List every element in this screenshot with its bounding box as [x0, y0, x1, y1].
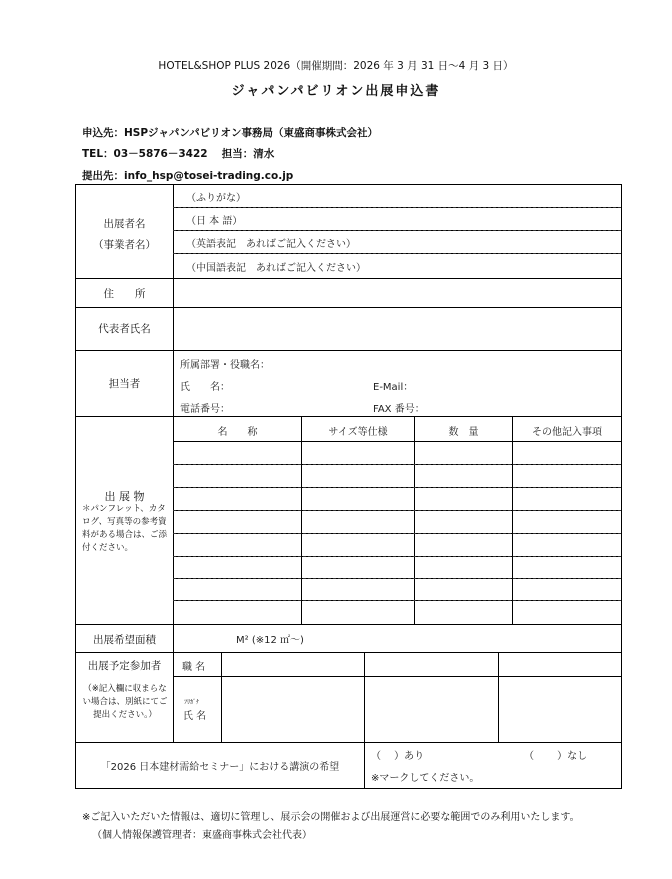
chinese-name-field[interactable]: （中国語表記 あればご記入ください） [186, 263, 366, 274]
department-field[interactable]: 所属部署・役職名： [180, 360, 270, 371]
person-in-charge-label: 担当者 [108, 378, 141, 390]
furigana-field[interactable]: （ふりがな） [186, 193, 246, 204]
phone-field[interactable]: 電話番号： [180, 404, 230, 415]
column-other-notes: その他記入事項 [532, 427, 602, 438]
exhibits-label: 出 展 物 [104, 490, 145, 503]
address-label: 住 所 [103, 288, 146, 300]
exhibits-note: ＊パンフレット、カタログ、写真等の参考資料がある場合は、ご添付ください。 [82, 504, 168, 553]
event-title: HOTEL&SHOP PLUS 2026（開催期間：2026 年 3 月 31 日～4 月 3 日） [158, 60, 514, 72]
participants-label: 出展予定参加者 [87, 660, 162, 672]
area-label: 出展希望面積 [93, 634, 156, 646]
tel-line: TEL：03－5876－3422 担当：清水 [82, 148, 275, 160]
representative-label: 代表者氏名 [98, 323, 151, 335]
seminar-no-option[interactable]: （ ）なし [524, 751, 588, 762]
english-name-field[interactable]: （英語表記 あればご記入ください） [186, 239, 356, 250]
job-title-label: 職 名 [182, 662, 206, 673]
representative-field[interactable] [174, 308, 620, 349]
exhibitor-name-label: 出展者名 [103, 218, 146, 230]
email-field[interactable]: E-Mail： [373, 382, 414, 393]
japanese-name-field[interactable]: （日 本 語） [186, 216, 243, 227]
participants-note: （※記入欄に収まらない場合は、別紙にてご提出ください。） [82, 684, 168, 720]
seminar-yes-option[interactable]: （ ）あり [371, 751, 425, 762]
column-size-spec: サイズ等仕様 [328, 427, 388, 438]
furigana-ruby: ﾌﾘｶﾞﾅ [184, 699, 200, 706]
column-name: 名 称 [217, 427, 258, 438]
form-title: ジャパンパビリオン出展申込書 [231, 84, 441, 99]
fax-field[interactable]: FAX 番号： [373, 404, 425, 415]
column-quantity: 数 量 [448, 427, 479, 438]
seminar-mark-note: ※マークしてください。 [371, 773, 480, 784]
participant-name-label: 氏 名 [183, 711, 207, 722]
contact-name-field[interactable]: 氏 名： [180, 382, 230, 393]
area-field[interactable]: M² (※12 ㎡～) [236, 635, 304, 646]
exhibitor-name-sublabel: （事業者名） [93, 239, 156, 251]
address-field[interactable] [174, 279, 620, 306]
recipient-line: 申込先：HSPジャパンパビリオン事務局（東盛商事株式会社） [82, 127, 378, 139]
submit-email-line: 提出先：info_hsp@tosei-trading.co.jp [82, 170, 294, 182]
seminar-question: 「2026 日本建材需給セミナー」における講演の希望 [100, 762, 340, 773]
privacy-note: ※ご記入いただいた情報は、適切に管理し、展示会の開催および出展運営に必要な範囲でのみ利用いたします。 [82, 812, 580, 823]
privacy-manager: （個人情報保護管理者：東盛商事株式会社代表） [92, 830, 312, 841]
